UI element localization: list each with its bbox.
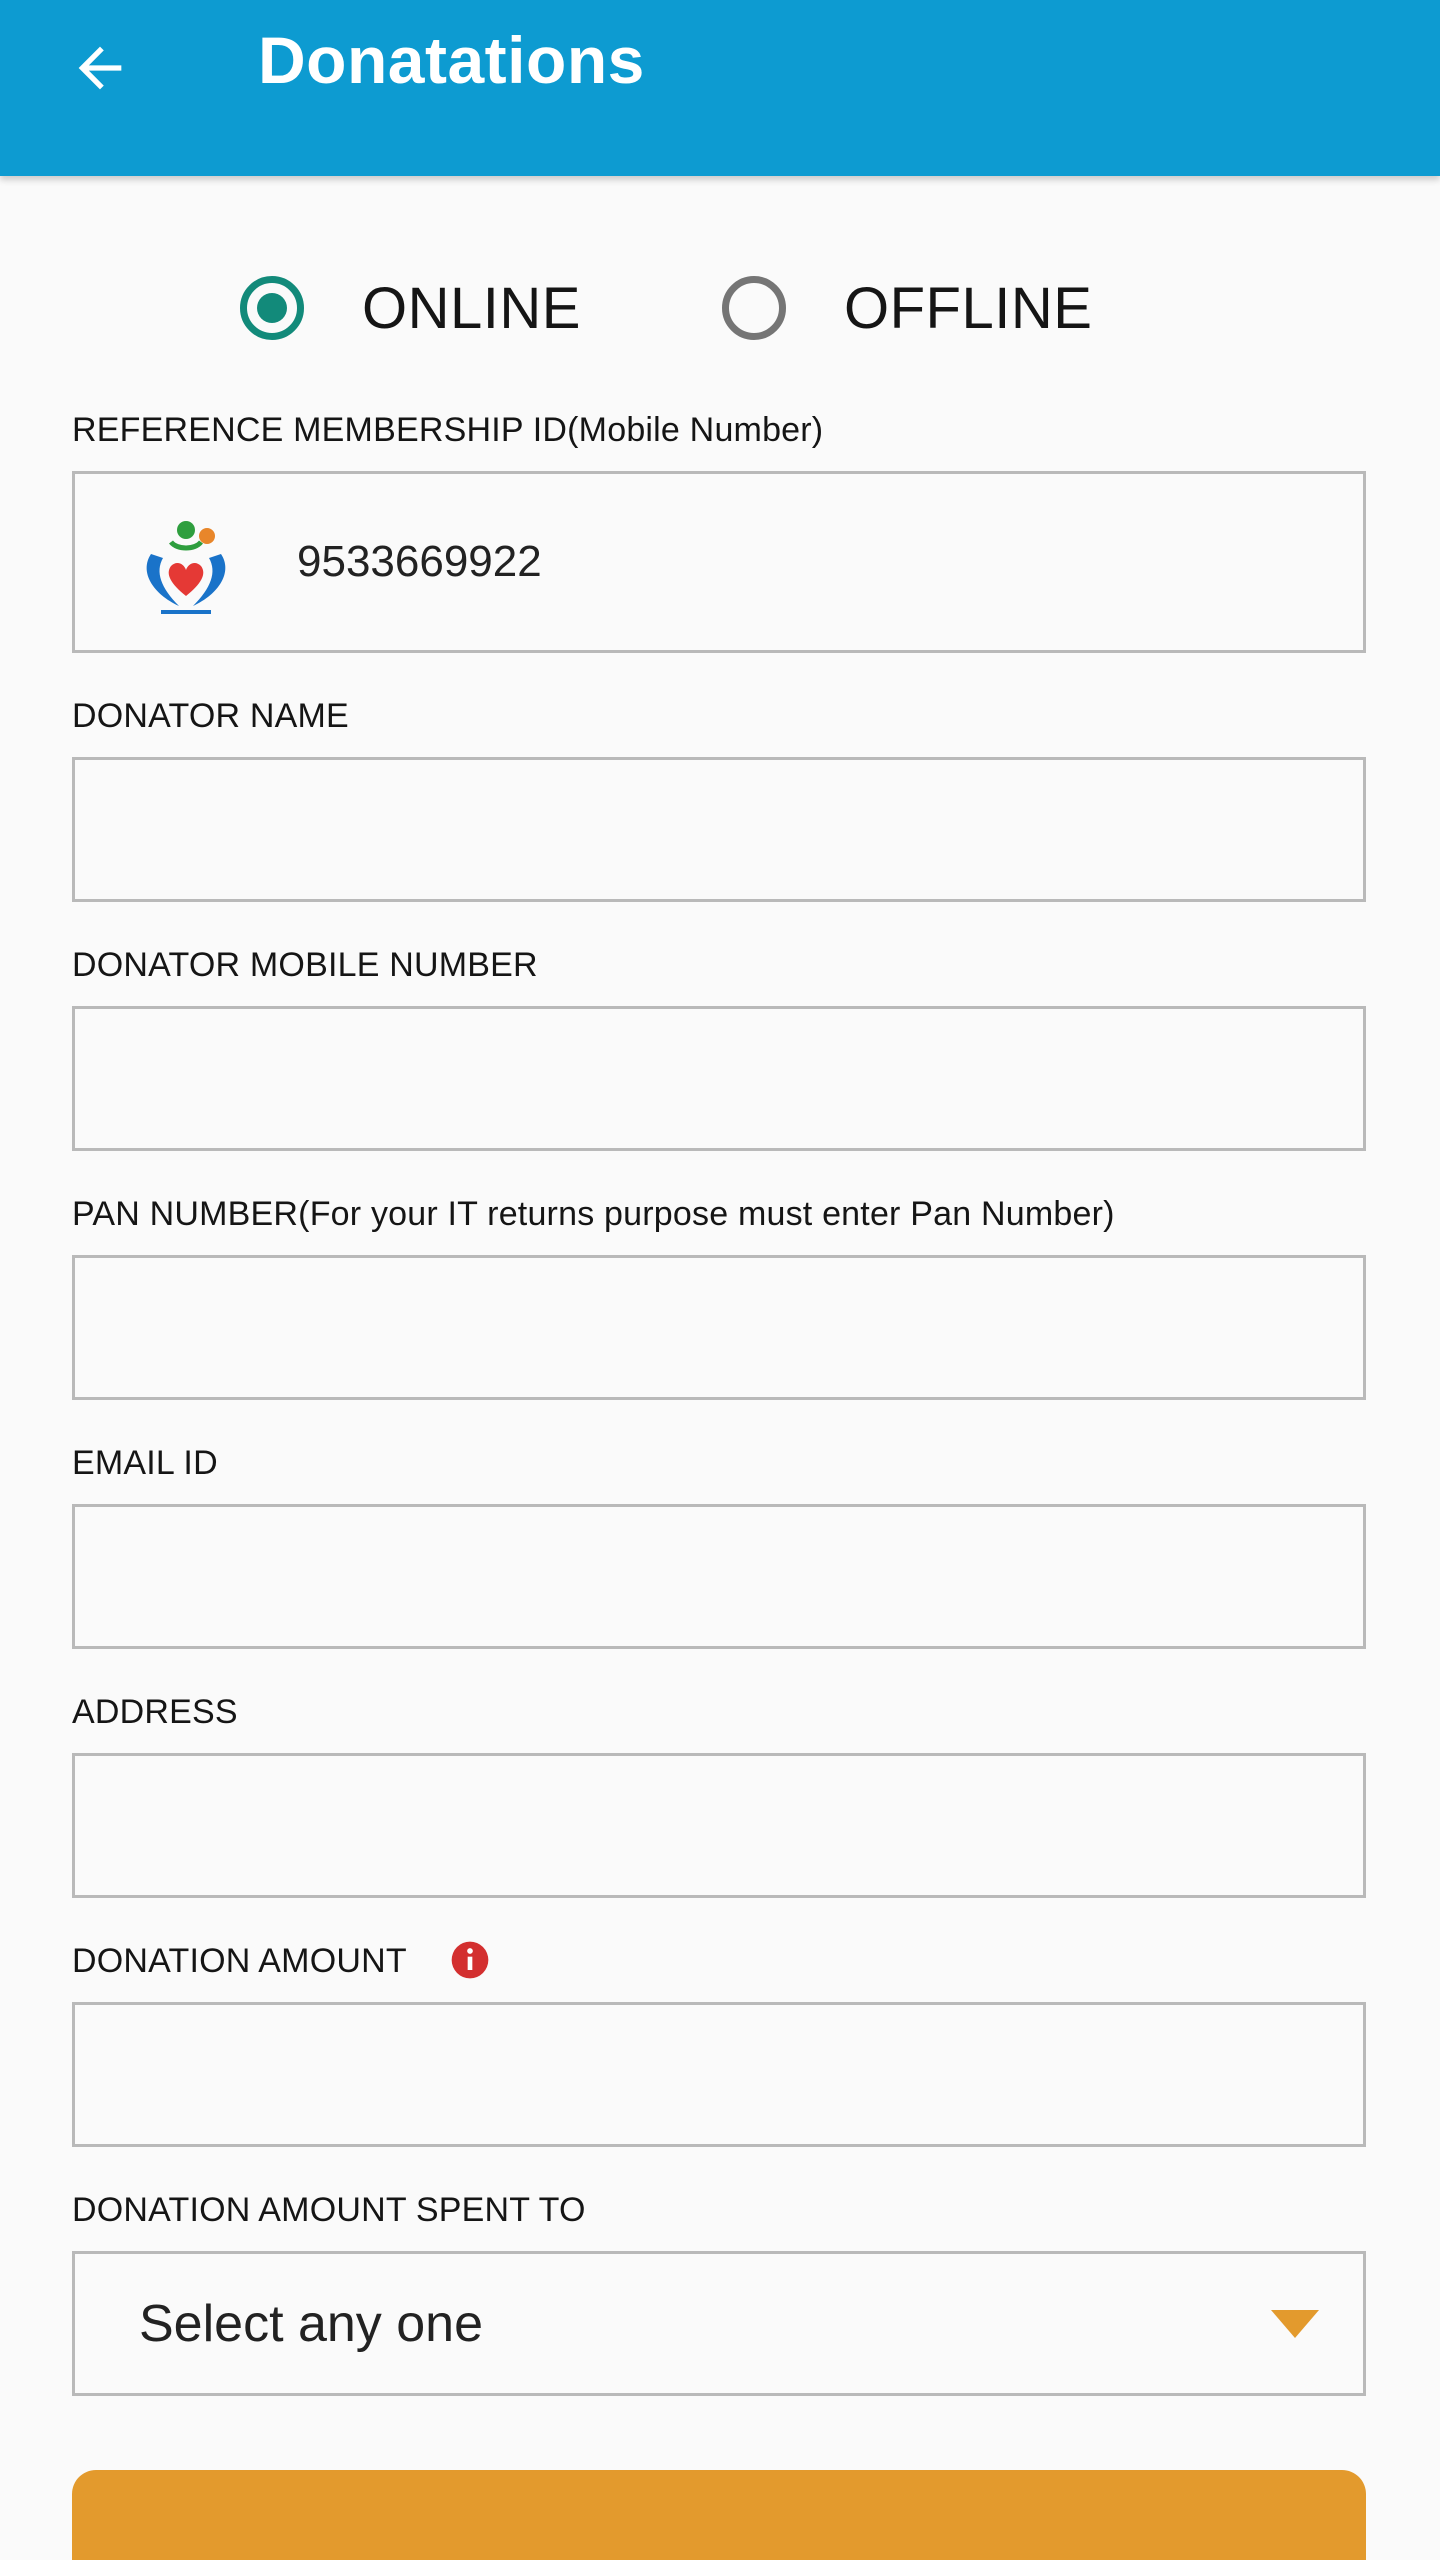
radio-online-label: ONLINE xyxy=(362,275,581,341)
donator-name-input[interactable] xyxy=(75,760,1363,899)
donator-mobile-input[interactable] xyxy=(75,1009,1363,1148)
email-label: EMAIL ID xyxy=(72,1444,218,1482)
pan-number-input[interactable] xyxy=(75,1258,1363,1397)
spent-to-label: DONATION AMOUNT SPENT TO xyxy=(72,2191,586,2229)
pan-number-label: PAN NUMBER(For your IT returns purpose must enter Pan Number) xyxy=(72,1195,1115,1233)
app-bar xyxy=(0,0,1440,176)
donator-name-field[interactable] xyxy=(72,757,1366,902)
payment-mode-group xyxy=(0,266,1440,350)
donation-amount-field[interactable] xyxy=(72,2002,1366,2147)
back-button[interactable] xyxy=(52,20,148,116)
radio-dot xyxy=(257,293,287,323)
donator-mobile-field[interactable] xyxy=(72,1006,1366,1151)
dropdown-arrow-icon xyxy=(1271,2310,1319,2338)
reference-id-field[interactable] xyxy=(72,471,1366,653)
radio-offline-label: OFFLINE xyxy=(844,275,1093,341)
pan-number-field[interactable] xyxy=(72,1255,1366,1400)
donator-name-label: DONATOR NAME xyxy=(72,697,349,735)
radio-unchecked-icon xyxy=(722,276,786,340)
donation-amount-label-row xyxy=(72,1939,490,1983)
email-field[interactable] xyxy=(72,1504,1366,1649)
email-input[interactable] xyxy=(75,1507,1363,1646)
page-title: Donatations xyxy=(258,23,645,97)
address-field[interactable] xyxy=(72,1753,1366,1898)
submit-button[interactable] xyxy=(72,2470,1366,2560)
spent-to-selected-value: Select any one xyxy=(139,2294,484,2353)
spent-to-select[interactable] xyxy=(72,2251,1366,2396)
address-label: ADDRESS xyxy=(72,1693,238,1731)
reference-id-label: REFERENCE MEMBERSHIP ID(Mobile Number) xyxy=(72,411,824,449)
donation-amount-label: DONATION AMOUNT xyxy=(72,1942,407,1980)
address-input[interactable] xyxy=(75,1756,1363,1895)
arrow-left-icon xyxy=(68,36,132,100)
info-icon[interactable] xyxy=(450,1940,490,1980)
donator-mobile-label: DONATOR MOBILE NUMBER xyxy=(72,946,538,984)
donation-amount-input[interactable] xyxy=(75,2005,1363,2144)
radio-offline[interactable] xyxy=(722,266,1092,350)
radio-online[interactable] xyxy=(240,266,581,350)
radio-checked-icon xyxy=(240,276,304,340)
reference-id-input[interactable] xyxy=(75,474,1363,650)
